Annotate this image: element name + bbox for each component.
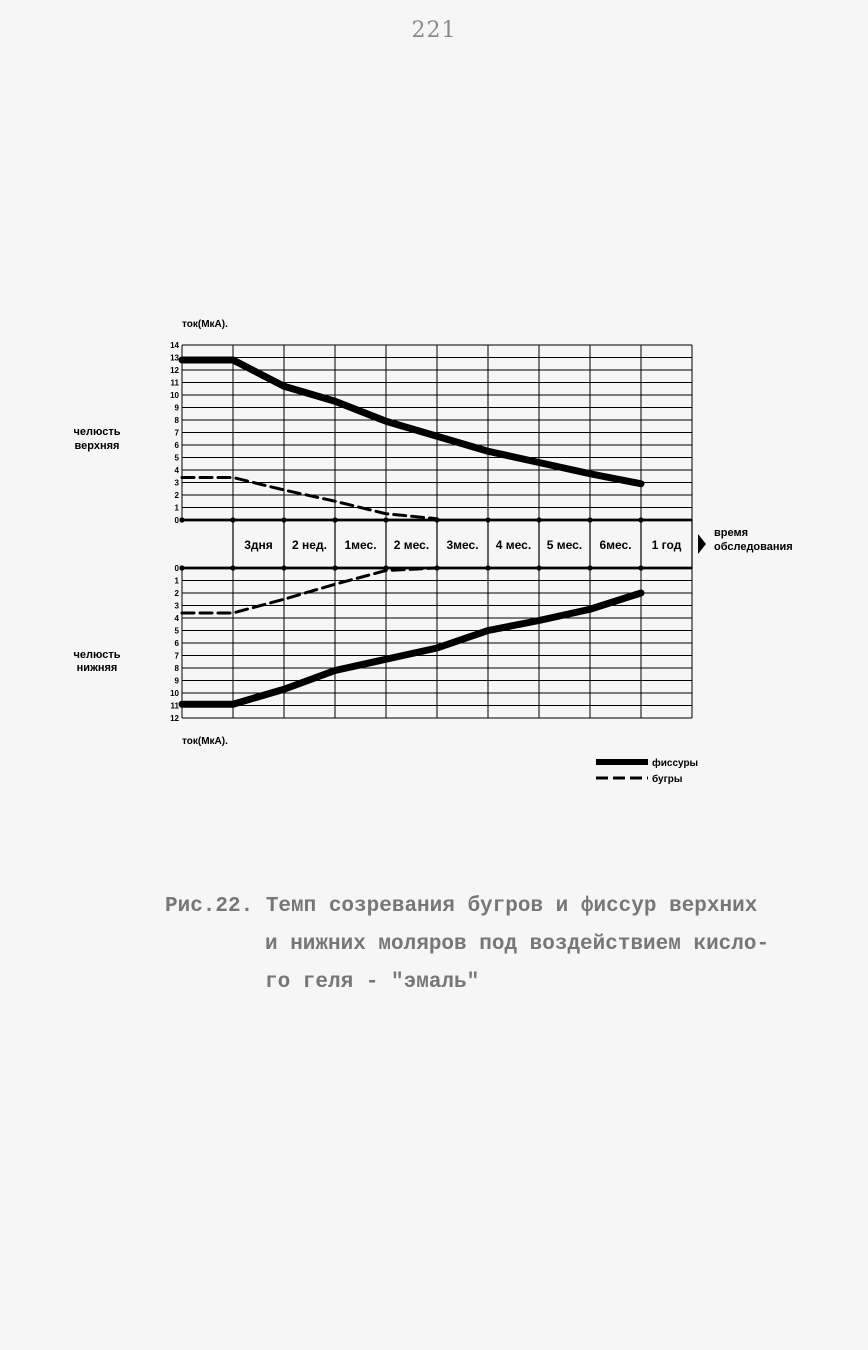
x-axis-tick-dot-lower	[485, 565, 490, 570]
lower-row-label-line1: челюсть	[73, 649, 121, 661]
lower-y-tick-label: 4	[174, 614, 179, 623]
x-tick-label: 3мес.	[446, 538, 479, 552]
x-axis-tick-dot-lower	[587, 565, 592, 570]
lower-series-tubercles	[182, 568, 437, 613]
legend-label-tubercles: бугры	[652, 774, 683, 785]
figure-caption	[165, 888, 785, 1002]
lower-y-tick-label: 2	[174, 589, 179, 598]
x-axis-tick-dot	[281, 517, 286, 522]
upper-y-tick-label: 12	[170, 366, 179, 375]
lower-y-tick-label: 1	[174, 576, 179, 586]
upper-y-tick-label: 13	[170, 353, 179, 363]
lower-y-axis-label: ток(МкА).	[182, 736, 228, 747]
lower-y-tick-label: 0	[174, 564, 179, 573]
x-axis-label-line1: время	[714, 527, 749, 539]
x-axis-tick-dot	[536, 517, 541, 522]
lower-series-fissures	[182, 593, 641, 704]
lower-y-tick-label: 9	[174, 676, 179, 686]
upper-y-tick-label: 11	[170, 378, 179, 388]
x-tick-label: 6мес.	[599, 538, 632, 552]
x-tick-label: 3дня	[244, 538, 273, 552]
lower-y-tick-label: 5	[174, 626, 179, 636]
upper-y-tick-label: 9	[174, 403, 179, 413]
x-axis-tick-dot	[332, 517, 337, 522]
upper-row-label-line2: верхняя	[74, 440, 120, 452]
upper-y-tick-label: 7	[174, 428, 179, 438]
x-tick-label: 1мес.	[344, 538, 377, 552]
lower-y-tick-label: 8	[174, 664, 179, 673]
lower-y-tick-label: 7	[174, 651, 179, 661]
x-axis-tick-dot	[179, 517, 184, 522]
upper-y-tick-label: 2	[174, 491, 179, 500]
x-axis-label-line2: обследования	[714, 541, 793, 553]
upper-series-tubercles	[182, 478, 437, 519]
upper-y-tick-label: 8	[174, 416, 179, 425]
legend-label-fissures: фиссуры	[652, 758, 699, 769]
lower-y-tick-label: 10	[170, 689, 179, 698]
upper-row-label-line1: челюсть	[73, 426, 121, 438]
page-number: 221	[411, 18, 457, 43]
upper-y-tick-label: 6	[174, 441, 179, 450]
chart	[0, 300, 868, 820]
upper-y-tick-label: 14	[170, 341, 179, 350]
upper-y-tick-label: 3	[174, 478, 179, 488]
x-axis-tick-dot-lower	[638, 565, 643, 570]
x-axis-tick-dot-lower	[536, 565, 541, 570]
x-tick-label: 5 мес.	[546, 538, 583, 552]
lower-y-tick-label: 11	[170, 701, 179, 711]
lower-y-tick-label: 3	[174, 601, 179, 611]
x-tick-label: 2 мес.	[393, 538, 430, 552]
x-axis-tick-dot	[587, 517, 592, 522]
upper-y-tick-label: 1	[174, 503, 179, 513]
lower-y-tick-label: 6	[174, 639, 179, 648]
x-axis-tick-dot-lower	[230, 565, 235, 570]
x-axis-tick-dot	[383, 517, 388, 522]
x-tick-label: 4 мес.	[495, 538, 532, 552]
x-axis-tick-dot-lower	[281, 565, 286, 570]
lower-row-label-line2: нижняя	[76, 662, 118, 674]
caption-line-2: и нижних моляров под воздействием кисло-	[265, 933, 770, 956]
upper-series-fissures	[182, 360, 641, 484]
x-tick-label: 2 нед.	[292, 538, 327, 552]
x-axis-tick-dot	[230, 517, 235, 522]
lower-y-tick-label: 12	[170, 714, 179, 723]
x-axis-arrow	[698, 534, 706, 554]
x-axis-tick-dot	[485, 517, 490, 522]
x-axis-tick-dot-lower	[179, 565, 184, 570]
x-axis-tick-dot-lower	[332, 565, 337, 570]
upper-y-tick-label: 4	[174, 466, 179, 475]
x-tick-label: 1 год	[651, 538, 682, 552]
upper-y-tick-label: 5	[174, 453, 179, 463]
upper-y-tick-label: 10	[170, 391, 179, 400]
caption-line-3: го геля - "эмаль"	[265, 971, 480, 994]
upper-y-axis-label: ток(МкА).	[182, 319, 228, 330]
caption-line-1: Рис.22. Темп созревания бугров и фиссур верхних	[165, 895, 758, 918]
upper-y-tick-label: 0	[174, 516, 179, 525]
x-axis-tick-dot	[638, 517, 643, 522]
